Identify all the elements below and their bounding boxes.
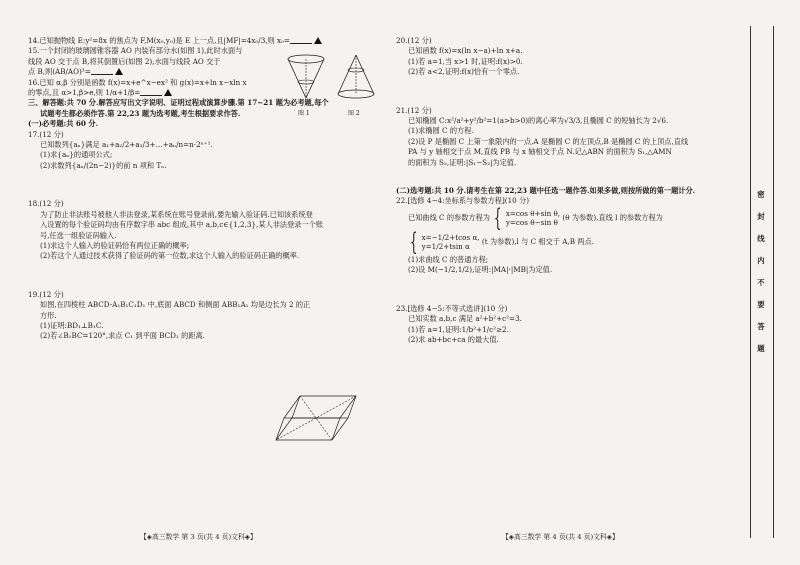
text-line bbox=[396, 126, 744, 136]
spacer bbox=[28, 262, 371, 290]
brace: { bbox=[409, 230, 418, 255]
line-text: (2)求数列{aₙ/(2n−2)}的前 n 项和 Tₙ. bbox=[40, 160, 167, 170]
text-line bbox=[28, 241, 371, 251]
spacer bbox=[396, 276, 744, 304]
seal-char: 不 bbox=[757, 278, 765, 287]
text-line bbox=[28, 231, 371, 241]
line-text: (2)若 a<2,证明:f(x)恰有一个零点. bbox=[408, 67, 520, 77]
footer-right: 【◈高三数学 第 4 页(共 4 页)文科◈】 bbox=[502, 533, 619, 541]
text-line bbox=[28, 210, 371, 220]
seal-char: 封 bbox=[757, 212, 765, 221]
text-line bbox=[396, 67, 744, 77]
text-line bbox=[396, 147, 744, 157]
text-line bbox=[28, 119, 371, 129]
right-lines bbox=[396, 36, 744, 207]
text-line bbox=[396, 57, 744, 67]
answer-blank[interactable] bbox=[290, 43, 312, 44]
line-text: (1)若 a=1,当 x>1 时,证明:f(x)>0. bbox=[408, 56, 523, 66]
line-text: (一)必考题:共 60 分. bbox=[28, 119, 99, 129]
text-line bbox=[396, 36, 744, 46]
text-line bbox=[28, 140, 371, 150]
text-line bbox=[28, 251, 371, 261]
prism-figure bbox=[272, 392, 364, 444]
line-text: (1)证明:BD₁⊥B₁C. bbox=[40, 320, 104, 330]
line-text: 15.一个封闭的玻璃圆锥容器 AO 内装有部分水(如图 1),此时水面与 bbox=[28, 46, 243, 56]
seal-line-text bbox=[753, 190, 769, 366]
line-text: (1)求椭圆 C 的方程. bbox=[408, 126, 474, 136]
line-text: 22.[选修 4−4:坐标系与参数方程](10 分) bbox=[396, 196, 530, 206]
q22-tail: (t 为参数),l 与 C 相交于 A,B 两点. bbox=[481, 236, 594, 246]
line-text: (2)若这个人通过技术获得了验证码的第一位数,求这个人输入的验证码正确的概率. bbox=[40, 251, 300, 261]
line-text: (1)求这个人输入的验证码恰有两位正确的概率; bbox=[40, 240, 190, 250]
line-text: 20.(12 分) bbox=[396, 36, 432, 45]
eq-x: x=cos θ+sin θ, bbox=[505, 208, 561, 218]
line-text: 试题考生都必须作答.第 22,23 题为选考题,考生根据要求作答. bbox=[40, 108, 241, 118]
seal-char: 答 bbox=[757, 322, 765, 331]
footer-left: 【◈高三数学 第 3 页(共 4 页)文科◈】 bbox=[140, 533, 257, 541]
seal-char: 密 bbox=[757, 190, 765, 199]
line-text: 已知函数 f(x)=x(ln x−a)+ln x+a. bbox=[408, 46, 523, 56]
text-line bbox=[396, 106, 744, 116]
line-text: 点 B,则(AB/AO)³= bbox=[28, 67, 91, 77]
q22-intro: 已知曲线 C 的参数方程为 bbox=[408, 212, 490, 222]
fig1-label: 图 1 bbox=[298, 110, 310, 117]
text-line bbox=[396, 116, 744, 126]
text-line bbox=[396, 46, 744, 56]
q22-line-params bbox=[396, 231, 744, 255]
text-line bbox=[28, 36, 371, 46]
text-line bbox=[396, 196, 744, 206]
line-text: 14.已知抛物线 E:y²=8x 的焦点为 F,M(x₀,y₀)是 E 上一点,且|MF|=4x₀/3,则 x₀= bbox=[28, 36, 290, 45]
line-text: 三、解答题:共 70 分.解答应写出文字说明、证明过程或演算步骤.第 17~21 题为必考题,每个 bbox=[28, 98, 329, 108]
line-text: (2)设 P 是椭圆 C 上第一象限内的一点,A 是椭圆 C 的左顶点,B 是椭圆 C 的上顶点,直线 bbox=[408, 136, 689, 146]
text-line bbox=[28, 331, 371, 341]
seal-char: 内 bbox=[757, 256, 765, 265]
answer-blank[interactable] bbox=[140, 95, 162, 96]
seal-char: 线 bbox=[757, 234, 765, 243]
eq-y: y=1/2+tsin α bbox=[421, 241, 470, 251]
prism-drawing bbox=[272, 392, 364, 444]
line-text: 17.(12 分) bbox=[28, 129, 64, 139]
line-text: 18.(12 分) bbox=[28, 199, 64, 209]
cone-2-drawing bbox=[334, 52, 378, 102]
text-line bbox=[28, 161, 371, 171]
q22-mid: (θ 为参数),直线 l 的参数方程为 bbox=[562, 212, 663, 222]
text-line bbox=[28, 321, 371, 331]
line-text: 号,任选一组验证码输入. bbox=[40, 230, 117, 240]
q23-line1: 已知实数 a,b,c 满足 a²+b²+c²=3. bbox=[408, 314, 522, 324]
cone-1-drawing bbox=[284, 52, 328, 102]
text-line bbox=[396, 186, 744, 196]
line-text: 已知椭圆 C:x²/a²+y²/b²=1(a>b>0)的离心率为√3/3,且椭圆 C 的短轴长为 2√6. bbox=[408, 116, 669, 126]
system-line bbox=[422, 233, 480, 251]
eq-x: x=−1/2+tcos α, bbox=[421, 232, 480, 242]
seal-char: 要 bbox=[757, 300, 765, 309]
q22-params bbox=[396, 207, 744, 231]
fig2-label: 图 2 bbox=[348, 110, 360, 117]
text-line bbox=[28, 290, 371, 300]
line-text: 19.(12 分) bbox=[28, 289, 64, 299]
line-text: 16.已知 α,β 分别是函数 f(x)=x+e^x−ex² 和 g(x)=x+ln x−xln x bbox=[28, 77, 247, 87]
system-curve bbox=[506, 209, 560, 227]
triangle-icon bbox=[115, 68, 123, 75]
cone-figure-1 bbox=[284, 52, 328, 102]
answer-blank[interactable] bbox=[91, 74, 113, 75]
seal-char: 题 bbox=[757, 344, 765, 353]
text-line bbox=[28, 109, 371, 119]
line-text: 如图,在四棱柱 ABCD-A₁B₁C₁D₁ 中,底面 ABCD 和侧面 ABB₁A₁ 均是边长为 2 的正 bbox=[40, 300, 311, 310]
eq-y: y=cos θ−sin θ bbox=[505, 217, 558, 227]
triangle-icon bbox=[164, 89, 172, 96]
text-line bbox=[28, 311, 371, 321]
text-line bbox=[28, 130, 371, 140]
line-text: (二)选考题:共 10 分.请考生在第 22,23 题中任选一题作答.如果多做,则按所做的第一题计分. bbox=[396, 186, 696, 196]
text-line bbox=[28, 199, 371, 209]
line-text: (1)求{aₙ}的通项公式; bbox=[40, 150, 113, 160]
line-text: 已知数列{aₙ}满足 a₁+a₂/2+a₃/3+…+aₙ/n=n·2ⁿ⁺¹. bbox=[40, 140, 213, 150]
text-line bbox=[28, 220, 371, 230]
q22-part1: (1)求曲线 C 的普通方程; bbox=[408, 254, 489, 264]
text-line bbox=[28, 150, 371, 160]
cone-figure-2 bbox=[334, 52, 378, 102]
q23-line2: (1)若 a=1,证明:1/b²+1/c²≥2. bbox=[408, 324, 509, 334]
text-line bbox=[396, 137, 744, 147]
q22-part2: (2)设 M(−1/2,1/2),证明:|MA|·|MB|为定值. bbox=[408, 265, 553, 275]
line-text: (2)若∠B₁BC=120°,求点 C₁ 到平面 BCD₁ 的距离. bbox=[40, 331, 205, 341]
text-line bbox=[28, 300, 371, 310]
line-text: 的零点,且 α>1,β>e,则 1/α+1/β= bbox=[28, 88, 141, 98]
text-line bbox=[396, 158, 744, 168]
brace: { bbox=[494, 206, 502, 231]
line-text: 的面积为 S₂,证明:|S₁−S₂|为定值. bbox=[408, 157, 517, 167]
line-text: 方形. bbox=[40, 310, 57, 320]
triangle-icon bbox=[314, 37, 322, 44]
spacer bbox=[396, 78, 744, 106]
right-column bbox=[396, 36, 744, 345]
spacer bbox=[28, 171, 371, 199]
q23-head: 23.[选修 4−5:不等式选讲](10 分) bbox=[396, 303, 508, 313]
line-text: 入设置的每个验证码均由有序数字串 abc 组成,其中 a,b,c∈{1,2,3},某人非法登录一个账 bbox=[40, 220, 324, 230]
q23-line3: (2)求 ab+bc+ca 的最大值. bbox=[408, 334, 499, 344]
spacer bbox=[396, 168, 744, 186]
line-text: 线段 AO 交于点 B,将其倒置后(如图 2),水面与线段 AO 交于 bbox=[28, 56, 221, 66]
line-text: PA 与 y 轴相交于点 M,直线 PB 与 x 轴相交于点 N.记△ABN 的面积为 S₁,△AMN bbox=[408, 147, 672, 157]
line-text: 21.(12 分) bbox=[396, 105, 432, 115]
line-text: 为了防止非法账号被他人非法登录,某系统在账号登录前,要先输入验证码.已知该系统登 bbox=[40, 209, 313, 219]
